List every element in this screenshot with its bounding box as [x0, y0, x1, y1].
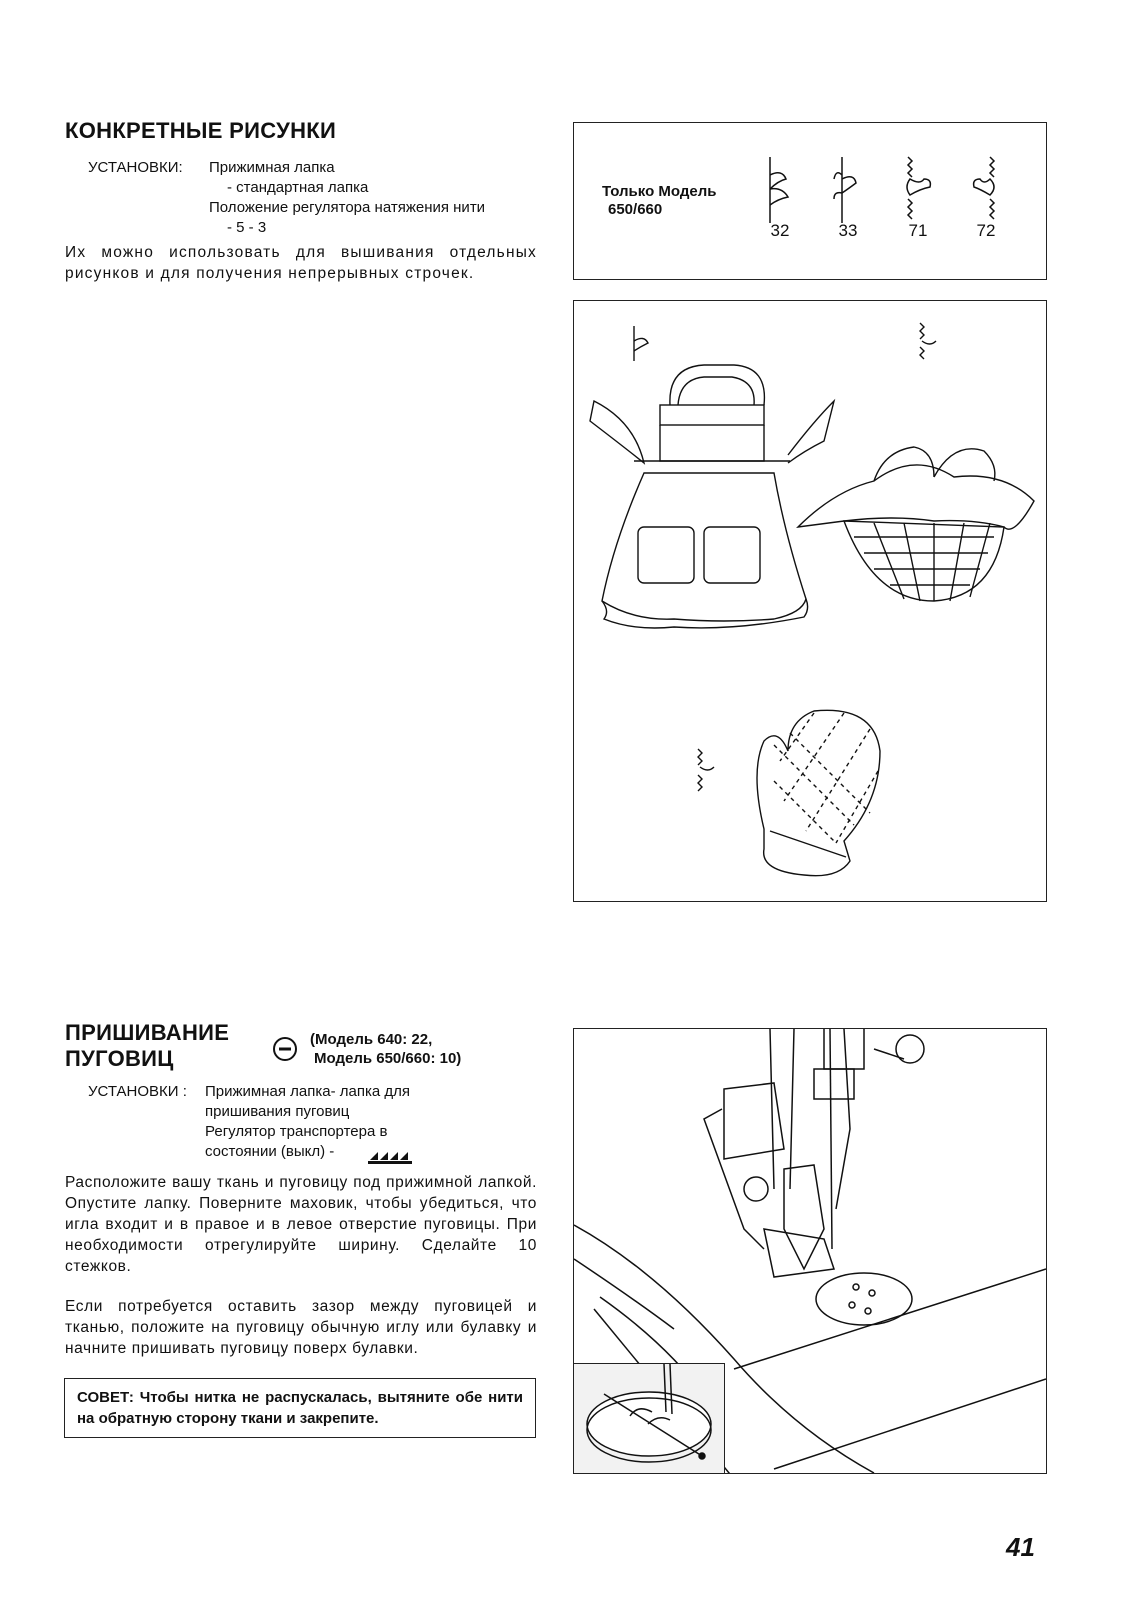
stitch-number: 71	[908, 221, 928, 240]
stitch-33-icon	[832, 155, 862, 225]
stitch-number: 72	[976, 221, 996, 240]
title-line: ПУГОВИЦ	[65, 1046, 174, 1071]
stitch-number: 33	[838, 221, 858, 240]
model-numbers: 650/660	[608, 201, 663, 218]
model-info-line: (Модель 640: 22,	[310, 1031, 433, 1048]
model-info-line: Модель 650/660: 10)	[314, 1050, 462, 1067]
settings-line: пришивания пуговиц	[205, 1103, 350, 1120]
stitch-32-icon	[764, 155, 794, 225]
section-title-decorative-stitches: КОНКРЕТНЫЕ РИСУНКИ	[65, 118, 337, 143]
button-inset	[574, 1363, 725, 1474]
paragraph: Расположите вашу ткань и пуговицу под прижимной лапкой. Опустите лапку. Поверните маховик, чтобы убедиться, что игла входит и в правое и в левое отверстие пуговицы. При необходимости отрегулируйте ширину. Сделайте 10 стежков.	[65, 1174, 537, 1275]
settings-line: Положение регулятора натяжения нити	[209, 199, 486, 216]
settings-label: УСТАНОВКИ :	[88, 1083, 187, 1100]
model-info	[310, 1030, 461, 1068]
stitch-72-icon	[970, 155, 1004, 225]
settings-line: Регулятор транспортера в	[205, 1123, 388, 1140]
stitch-pattern-box	[573, 122, 1047, 280]
settings-line: Прижимная лапка- лапка для	[205, 1083, 411, 1100]
settings-line: состоянии (выкл) -	[205, 1143, 335, 1160]
title-line: ПРИШИВАНИЕ	[65, 1020, 230, 1045]
settings-line: - стандартная лапка	[227, 179, 369, 196]
button-sewing-stitch-icon	[272, 1036, 298, 1062]
stitch-71-icon	[902, 155, 936, 225]
page-number: 41	[1006, 1532, 1035, 1562]
settings-label: УСТАНОВКИ:	[88, 159, 183, 176]
illustration-box	[573, 300, 1047, 902]
button-with-pin-icon	[574, 1364, 724, 1474]
paragraph: Если потребуется оставить зазор между пуговицей и тканью, положите на пуговицу обычную иглу или булавку и начните пришивать пуговицу поверх булавки.	[65, 1298, 537, 1357]
section-title-button-sewing	[65, 1020, 229, 1072]
tip-box: СОВЕТ: Чтобы нитка не распускалась, вытяните обе нити на обратную сторону ткани и закрепите.	[64, 1378, 536, 1438]
settings-line: Прижимная лапка	[209, 159, 335, 176]
feed-dog-down-icon	[368, 1148, 412, 1164]
settings-line: - 5 - 3	[227, 219, 267, 236]
model-note	[602, 183, 716, 219]
apron-basket-mitten-illustration	[574, 301, 1046, 901]
stitch-number: 32	[770, 221, 790, 240]
section1-body: Их можно использовать для вышивания отдельных рисунков и для получения непрерывных строчек.	[65, 244, 537, 282]
presser-foot-illustration-box	[573, 1028, 1047, 1474]
model-label: Только Модель	[602, 183, 717, 200]
